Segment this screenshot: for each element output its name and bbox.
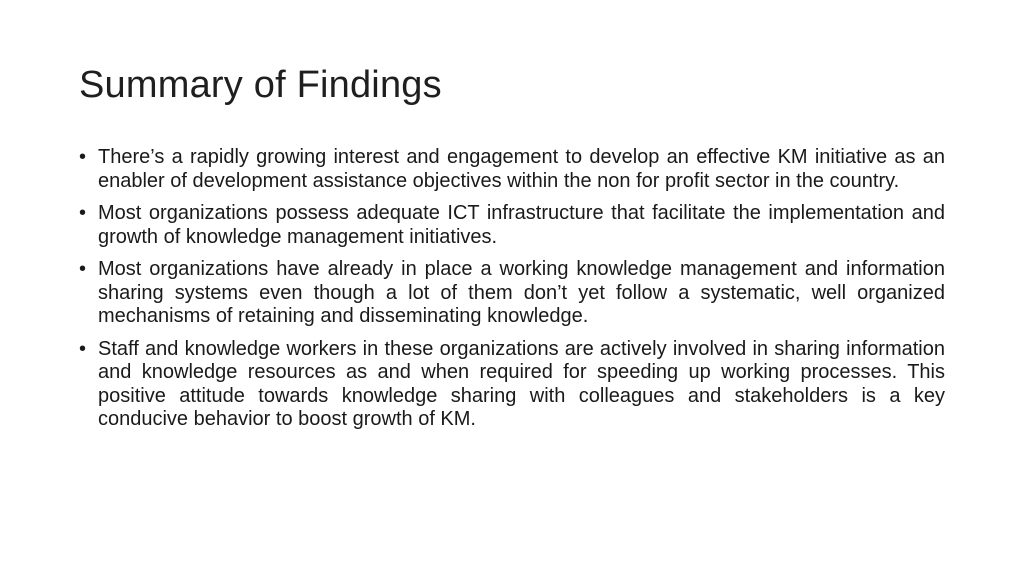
bullet-text: Most organizations have already in place a working knowledge management and information sharing systems even though a lot of them don’t yet follow a systematic, well organized mechanisms of retaining and disseminating knowledge. bbox=[98, 258, 945, 327]
bullet-marker-icon: • bbox=[79, 202, 87, 224]
bullet-item-2 bbox=[79, 202, 945, 249]
bullet-text: There’s a rapidly growing interest and engagement to develop an effective KM initiative as an enabler of development assistance objectives within the non for profit sector in the country. bbox=[98, 146, 945, 192]
bullet-marker-icon: • bbox=[79, 146, 87, 168]
bullet-text: Staff and knowledge workers in these organizations are actively involved in sharing information and knowledge resources as and when required for speeding up working processes. This positive attitude towards knowledge sharing with colleagues and stakeholders is a key conducive behavior to boost growth of KM. bbox=[98, 337, 945, 430]
bullet-item-1 bbox=[79, 146, 945, 193]
bullet-item-3 bbox=[79, 258, 945, 329]
bullet-marker-icon: • bbox=[79, 337, 87, 360]
bullet-list bbox=[79, 146, 945, 441]
bullet-marker-icon: • bbox=[79, 258, 87, 280]
bullet-item-4 bbox=[79, 338, 945, 432]
bullet-text: Most organizations possess adequate ICT infrastructure that facilitate the implementation and growth of knowledge management initiatives. bbox=[98, 202, 945, 248]
slide-title: Summary of Findings bbox=[79, 64, 442, 106]
